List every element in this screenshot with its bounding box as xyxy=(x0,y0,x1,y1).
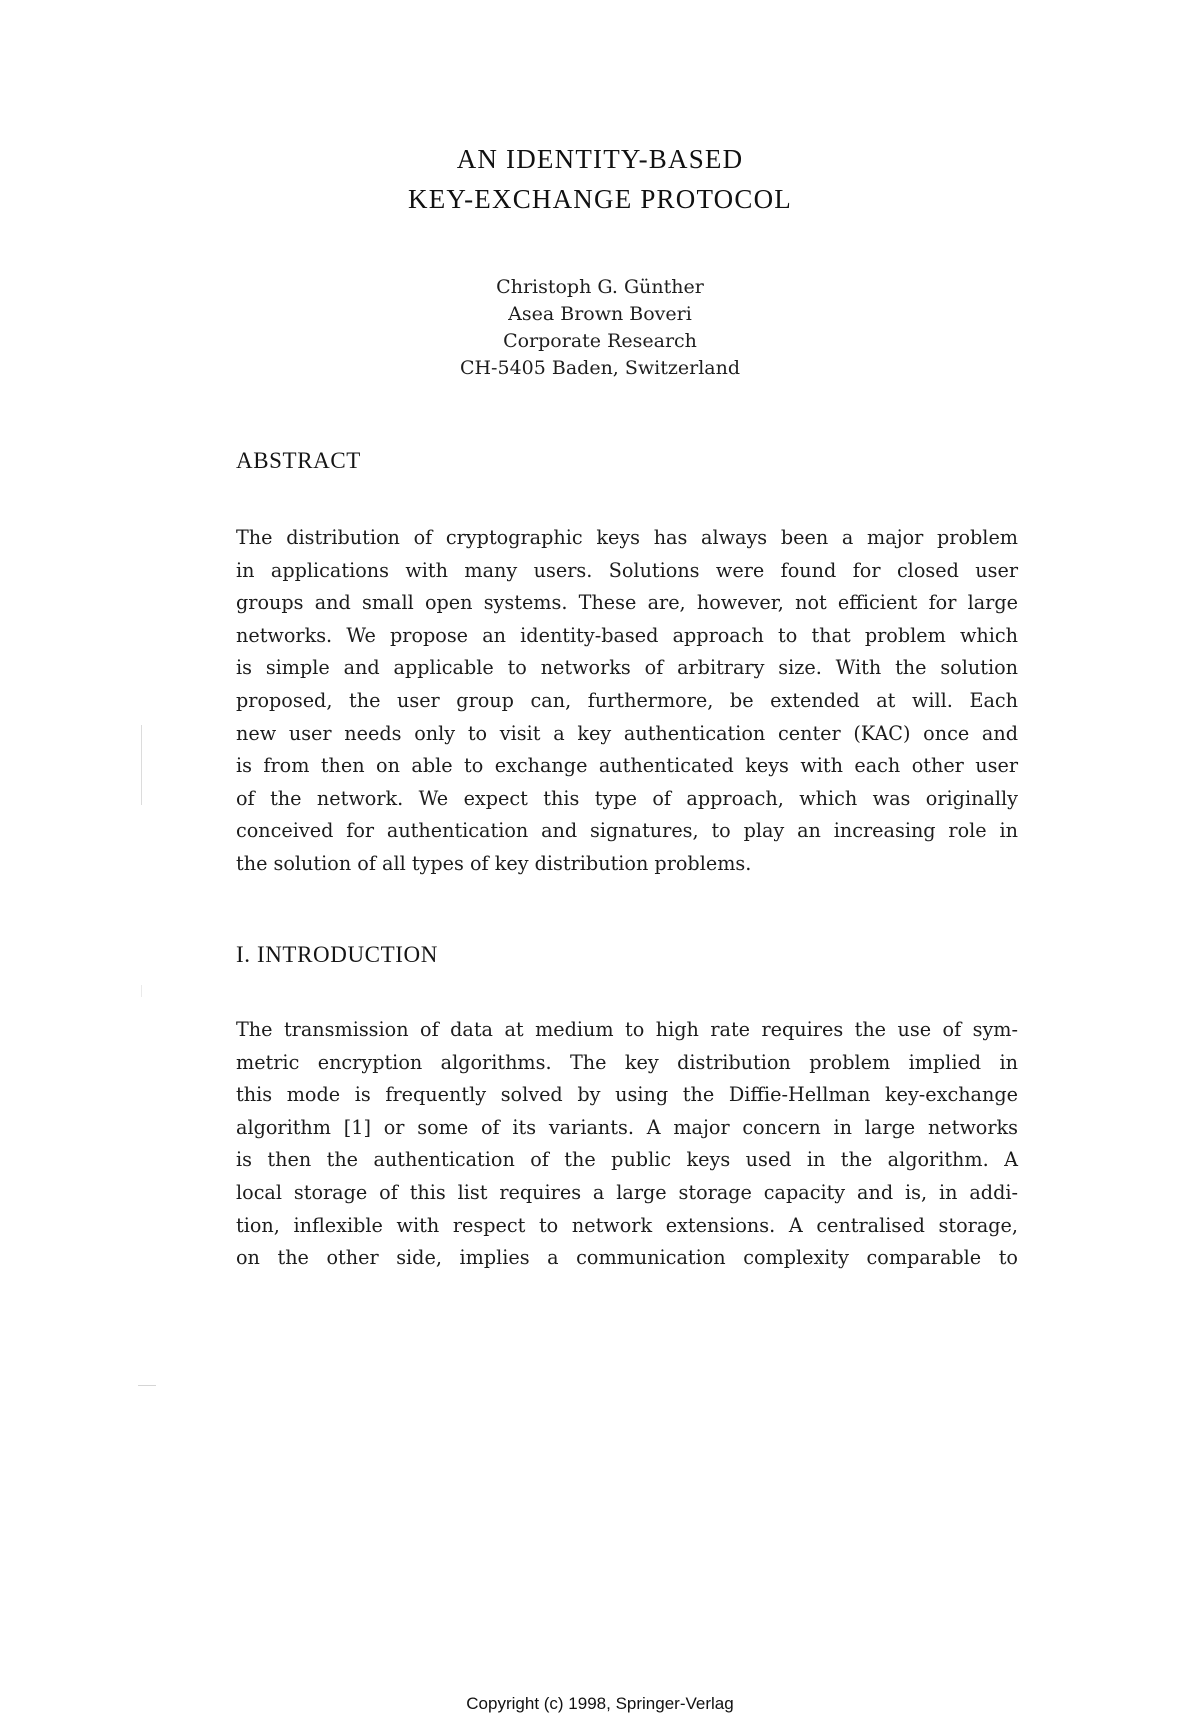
abstract-line: The distribution of cryptographic keys has always been a major problem xyxy=(236,526,1018,549)
author-address: CH-5405 Baden, Switzerland xyxy=(459,357,741,379)
introduction-line: on the other side, implies a communication complexity comparable to xyxy=(236,1246,1018,1270)
introduction-paragraph xyxy=(236,1014,1018,1275)
copyright-footer: Copyright (c) 1998, Springer-Verlag xyxy=(466,1694,734,1713)
abstract-line: of the network. We expect this type of approach, which was originally xyxy=(236,786,1018,810)
abstract-line: groups and small open systems. These are, however, not efficient for large xyxy=(236,591,1018,615)
introduction-line: algorithm [1] or some of its variants. A major concern in large networks xyxy=(236,1115,1018,1139)
author-affiliation-company: Asea Brown Boveri xyxy=(508,303,692,325)
abstract-line: the solution of all types of key distribution problems. xyxy=(236,851,752,875)
abstract-line: is from then on able to exchange authenticated keys with each other user xyxy=(236,754,1018,778)
abstract-line: new user needs only to visit a key authentication center (KAC) once and xyxy=(236,721,1018,745)
paper-title-line-2: KEY-EXCHANGE PROTOCOL xyxy=(408,184,792,214)
abstract-line: networks. We propose an identity-based approach to that problem which xyxy=(236,623,1018,647)
introduction-line: local storage of this list requires a large storage capacity and is, in addi- xyxy=(236,1180,1018,1204)
scan-artifact xyxy=(141,725,142,805)
paper-title-line-1: AN IDENTITY-BASED xyxy=(456,144,744,174)
abstract-paragraph xyxy=(236,522,1018,881)
abstract-line: proposed, the user group can, furthermore, be extended at will. Each xyxy=(236,688,1018,712)
author-affiliation-department: Corporate Research xyxy=(503,330,697,352)
abstract-line: is simple and applicable to networks of arbitrary size. With the solution xyxy=(236,656,1018,680)
abstract-line: in applications with many users. Solutions were found for closed user xyxy=(236,558,1018,582)
scan-artifact xyxy=(138,1385,156,1386)
introduction-line: metric encryption algorithms. The key distribution problem implied in xyxy=(236,1050,1018,1074)
introduction-line: tion, inflexible with respect to network extensions. A centralised storage, xyxy=(236,1213,1018,1237)
author-name: Christoph G. Günther xyxy=(496,276,704,298)
abstract-line: conceived for authentication and signatures, to play an increasing role in xyxy=(236,819,1018,843)
section-heading-abstract: ABSTRACT xyxy=(236,448,361,473)
scan-artifact xyxy=(141,985,142,997)
introduction-line: this mode is frequently solved by using the Diffie-Hellman key-exchange xyxy=(236,1083,1018,1107)
introduction-line: The transmission of data at medium to high rate requires the use of sym- xyxy=(236,1018,1018,1041)
section-heading-introduction: I. INTRODUCTION xyxy=(236,942,438,967)
introduction-line: is then the authentication of the public keys used in the algorithm. A xyxy=(236,1148,1018,1172)
